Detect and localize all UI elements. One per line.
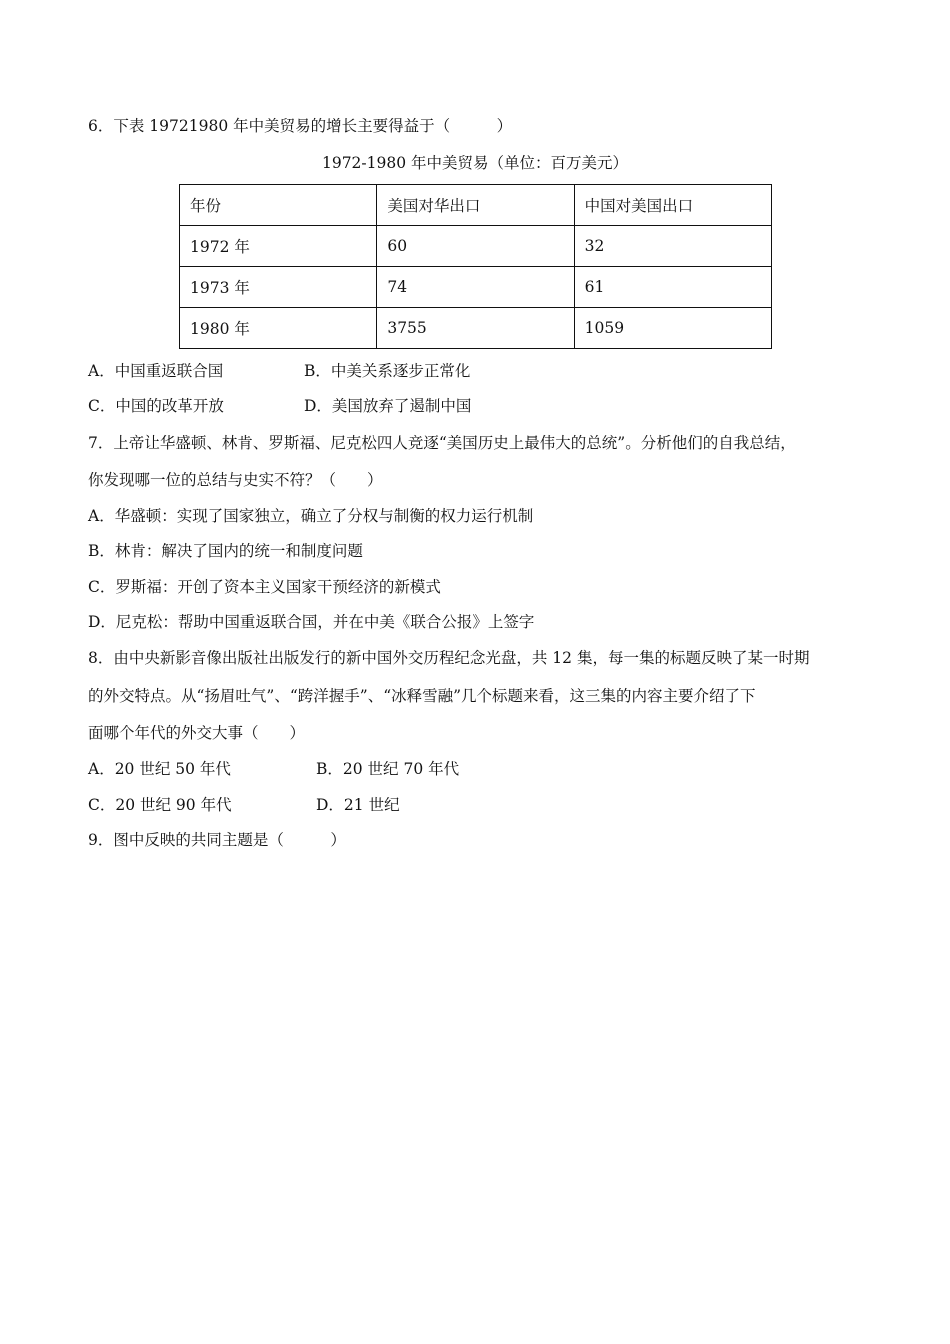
- q7-stem-line1: 7．上帝让华盛顿、林肯、罗斯福、尼克松四人竞逐“美国历史上最伟大的总统”。分析他们的自我总结，: [88, 434, 796, 452]
- q9-stem: 9．图中反映的共同主题是（ ）: [88, 831, 346, 849]
- q8-option-a: A．20 世纪 50 年代: [88, 760, 231, 778]
- q6-option-c: C．中国的改革开放: [88, 397, 224, 415]
- q6-option-d: D．美国放弃了遏制中国: [304, 397, 472, 415]
- q6-option-b: B．中美关系逐步正常化: [304, 362, 471, 380]
- q7-option-b: B．林肯：解决了国内的统一和制度问题: [88, 542, 363, 560]
- table-header-cell: 美国对华出口: [377, 185, 574, 226]
- table-cell: 1973 年: [180, 267, 377, 308]
- table-header-row: [180, 185, 772, 226]
- table-row: [180, 267, 772, 308]
- q8-option-b: B．20 世纪 70 年代: [316, 760, 460, 778]
- q7-option-a: A．华盛顿：实现了国家独立，确立了分权与制衡的权力运行机制: [88, 507, 534, 525]
- table-row: [180, 226, 772, 267]
- table-header-cell: 年份: [180, 185, 377, 226]
- q7-stem-line2: 你发现哪一位的总结与史实不符？（ ）: [88, 471, 383, 489]
- table-cell: 1980 年: [180, 308, 377, 349]
- q7-option-d: D．尼克松：帮助中国重返联合国，并在中美《联合公报》上签字: [88, 613, 535, 631]
- table-row: [180, 308, 772, 349]
- trade-table: [179, 184, 772, 349]
- q8-option-d: D．21 世纪: [316, 796, 400, 814]
- q8-stem-line2: 的外交特点。从“扬眉吐气”、“跨洋握手”、“冰释雪融”几个标题来看，这三集的内容主要介绍了下: [88, 687, 756, 705]
- q6-option-a: A．中国重返联合国: [88, 362, 224, 380]
- q7-option-c: C．罗斯福：开创了资本主义国家干预经济的新模式: [88, 578, 441, 596]
- q8-option-c: C．20 世纪 90 年代: [88, 796, 232, 814]
- table-cell: 60: [377, 226, 574, 267]
- table-cell: 3755: [377, 308, 574, 349]
- table-cell: 61: [574, 267, 771, 308]
- q6-stem: 6．下表 19721980 年中美贸易的增长主要得益于（ ）: [88, 117, 513, 135]
- table-cell: 32: [574, 226, 771, 267]
- table-cell: 74: [377, 267, 574, 308]
- q8-stem-line3: 面哪个年代的外交大事（ ）: [88, 724, 306, 742]
- table-cell: 1972 年: [180, 226, 377, 267]
- q6-table-caption: 1972-1980 年中美贸易（单位：百万美元）: [321, 154, 629, 172]
- table-header-cell: 中国对美国出口: [574, 185, 771, 226]
- q8-stem-line1: 8．由中央新影音像出版社出版发行的新中国外交历程纪念光盘，共 12 集，每一集的标题反映了某一时期: [88, 649, 810, 667]
- table-cell: 1059: [574, 308, 771, 349]
